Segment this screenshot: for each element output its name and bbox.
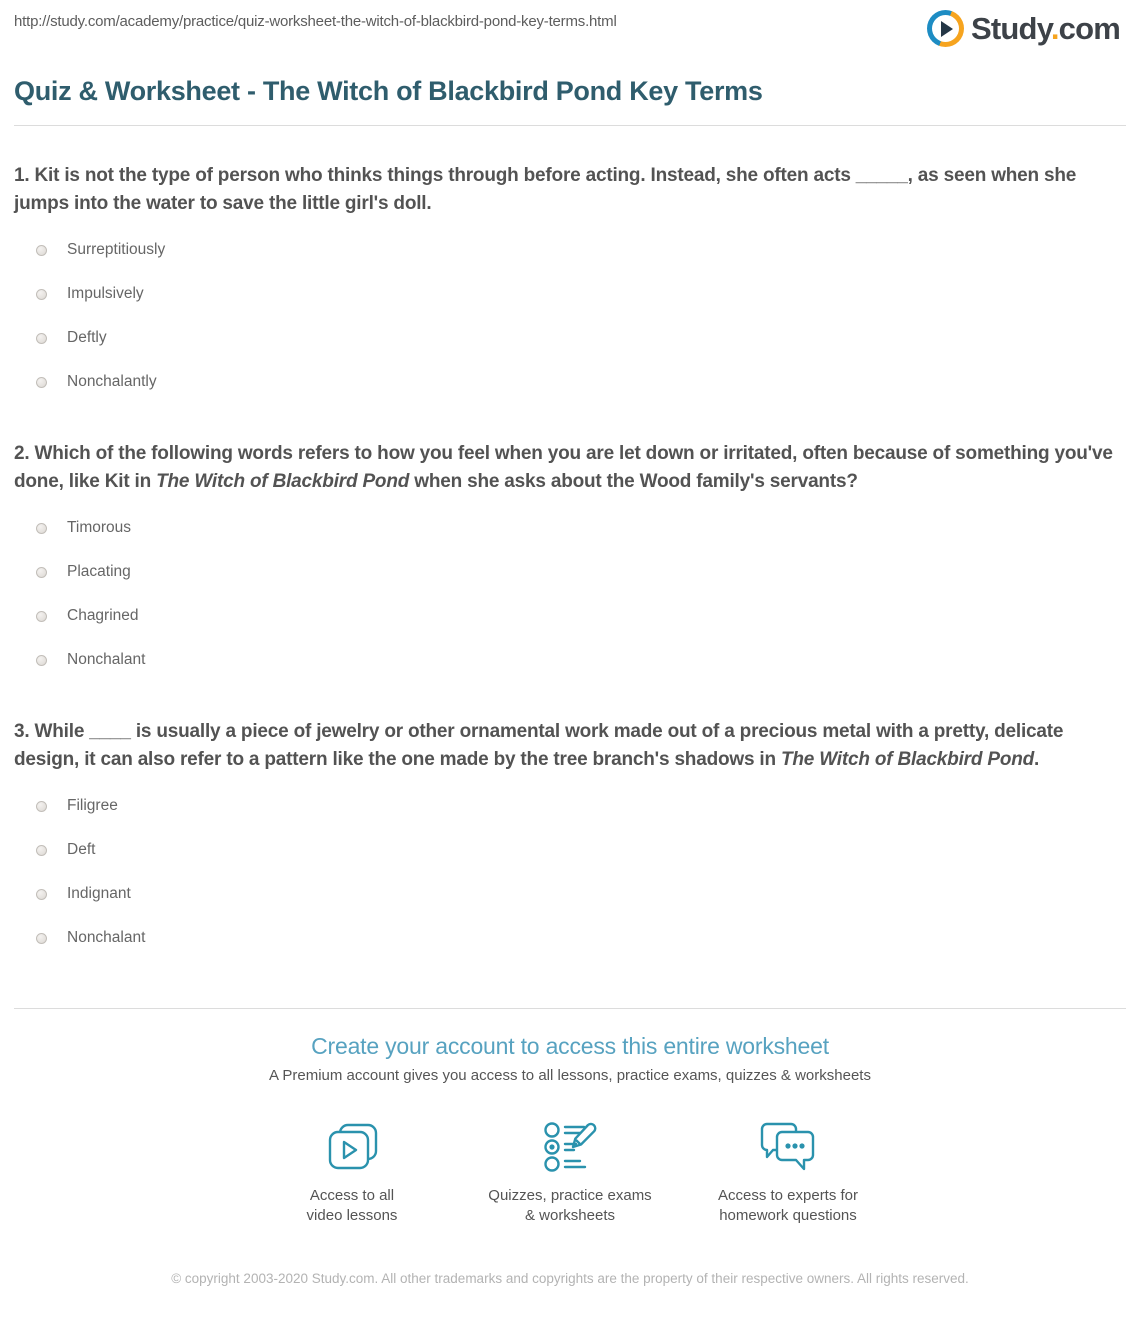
feature-quizzes-worksheets bbox=[461, 1116, 679, 1226]
question-2-segment: 2. Which of the following words refers to how you feel when you are let down or irritated, often because of something you've done, like Kit in bbox=[14, 443, 1113, 492]
premium-features bbox=[14, 1116, 1126, 1226]
create-account-cta bbox=[14, 1033, 1126, 1226]
book-title-italic: The Witch of Blackbird Pond bbox=[156, 471, 410, 492]
title-divider bbox=[14, 125, 1126, 126]
homework-experts-icon bbox=[679, 1116, 897, 1178]
logo-wordmark bbox=[971, 11, 1120, 47]
studycom-logo[interactable] bbox=[927, 10, 1126, 47]
radio-button[interactable] bbox=[36, 567, 47, 578]
question-1-segment: 1. Kit is not the type of person who thinks things through before acting. Instead, she often acts _____, as seen when she jumps into the water to save the little girl's doll. bbox=[14, 165, 1077, 214]
feature-label-line: Access to experts for bbox=[717, 1187, 859, 1204]
answer-option-nonchalantly[interactable] bbox=[14, 360, 1126, 404]
question-1-options bbox=[14, 228, 1126, 404]
logo-brand: Study bbox=[971, 10, 1051, 46]
quizzes-worksheets-icon bbox=[461, 1116, 679, 1178]
logo-tld: com bbox=[1058, 10, 1120, 46]
logo-dot: . bbox=[1050, 10, 1059, 46]
feature-video-lessons bbox=[243, 1116, 461, 1226]
question-3-segment: . bbox=[1034, 749, 1040, 770]
cta-subheading: A Premium account gives you access to all lessons, practice exams, quizzes & worksheets bbox=[269, 1067, 871, 1084]
question-1-text bbox=[14, 162, 1122, 218]
radio-button[interactable] bbox=[36, 245, 47, 256]
cta-divider bbox=[14, 1008, 1126, 1009]
option-label: Placating bbox=[67, 563, 131, 580]
feature-label-line: homework questions bbox=[719, 1207, 857, 1224]
quiz-questions bbox=[14, 162, 1126, 960]
answer-option-deft[interactable] bbox=[14, 828, 1126, 872]
option-label: Deftly bbox=[67, 329, 107, 346]
option-label: Surreptitiously bbox=[67, 241, 166, 258]
feature-label-line: Quizzes, practice exams bbox=[488, 1187, 652, 1204]
answer-option-indignant[interactable] bbox=[14, 872, 1126, 916]
answer-option-filigree[interactable] bbox=[14, 784, 1126, 828]
studycom-play-icon bbox=[927, 10, 964, 47]
option-label: Timorous bbox=[67, 519, 132, 536]
option-label: Nonchalantly bbox=[67, 373, 157, 390]
question-2-text bbox=[14, 440, 1122, 496]
radio-button[interactable] bbox=[36, 611, 47, 622]
question-3-segment: 3. While ____ is usually a piece of jewelry or other ornamental work made out of a precious metal with a pretty, delicate design, it can also refer to a pattern like the one made by the tree branch's shadows in bbox=[14, 721, 1064, 770]
option-label: Indignant bbox=[67, 885, 131, 902]
cta-heading[interactable]: Create your account to access this entire worksheet bbox=[311, 1033, 829, 1059]
page-title: Quiz & Worksheet - The Witch of Blackbird Pond Key Terms bbox=[14, 76, 763, 106]
question-2-options bbox=[14, 506, 1126, 682]
answer-option-surreptitiously[interactable] bbox=[14, 228, 1126, 272]
play-triangle-icon bbox=[941, 21, 953, 37]
feature-label-line: video lessons bbox=[306, 1207, 398, 1224]
page-url: http://study.com/academy/practice/quiz-worksheet-the-witch-of-blackbird-pond-key-terms.html bbox=[14, 13, 617, 30]
question-3 bbox=[14, 718, 1126, 960]
answer-option-chagrined[interactable] bbox=[14, 594, 1126, 638]
radio-button[interactable] bbox=[36, 333, 47, 344]
radio-button[interactable] bbox=[36, 655, 47, 666]
radio-button[interactable] bbox=[36, 801, 47, 812]
feature-label-line: & worksheets bbox=[524, 1207, 616, 1224]
question-2 bbox=[14, 440, 1126, 682]
option-label: Nonchalant bbox=[67, 929, 146, 946]
radio-button[interactable] bbox=[36, 523, 47, 534]
feature-label-line: Access to all bbox=[309, 1187, 395, 1204]
radio-button[interactable] bbox=[36, 289, 47, 300]
feature-label bbox=[679, 1186, 897, 1226]
video-lessons-icon bbox=[243, 1116, 461, 1178]
answer-option-placating[interactable] bbox=[14, 550, 1126, 594]
radio-button[interactable] bbox=[36, 845, 47, 856]
option-label: Deft bbox=[67, 841, 96, 858]
book-title-italic: The Witch of Blackbird Pond bbox=[780, 749, 1035, 770]
option-label: Chagrined bbox=[67, 607, 139, 624]
page-footer bbox=[14, 1270, 1126, 1317]
answer-option-nonchalant[interactable] bbox=[14, 916, 1126, 960]
question-1 bbox=[14, 162, 1126, 404]
radio-button[interactable] bbox=[36, 933, 47, 944]
option-label: Filigree bbox=[67, 797, 118, 814]
answer-option-deftly[interactable] bbox=[14, 316, 1126, 360]
question-3-options bbox=[14, 784, 1126, 960]
question-2-segment: when she asks about the Wood family's servants? bbox=[409, 471, 858, 492]
top-bar bbox=[14, 0, 1126, 58]
copyright-text: © copyright 2003-2020 Study.com. All other trademarks and copyrights are the property of their respective owners. All rights reserved. bbox=[171, 1271, 969, 1286]
feature-homework-experts bbox=[679, 1116, 897, 1226]
feature-label bbox=[243, 1186, 461, 1226]
radio-button[interactable] bbox=[36, 377, 47, 388]
radio-button[interactable] bbox=[36, 889, 47, 900]
feature-label bbox=[461, 1186, 679, 1226]
answer-option-timorous[interactable] bbox=[14, 506, 1126, 550]
option-label: Nonchalant bbox=[67, 651, 146, 668]
question-3-text bbox=[14, 718, 1122, 774]
answer-option-impulsively[interactable] bbox=[14, 272, 1126, 316]
option-label: Impulsively bbox=[67, 285, 144, 302]
answer-option-nonchalant[interactable] bbox=[14, 638, 1126, 682]
